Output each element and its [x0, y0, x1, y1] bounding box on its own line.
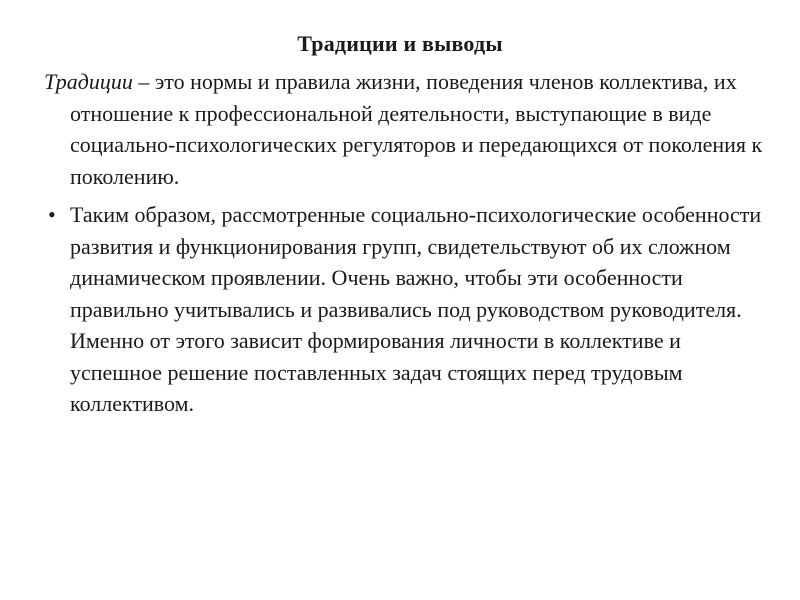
conclusion-text: Таким образом, рассмотренные социально-психологические особенности развития и функционирования групп, свидетельствуют об их сложном динамическом проявлении. Очень важно, чтобы эти особенности правильно учитывались и развивались под руководством руководителя. Именно от этого зависит формирования личности в коллективе и успешное решение поставленных задач стоящих перед трудовым коллективом. [70, 202, 762, 416]
bullet-marker: • [48, 202, 56, 227]
conclusion-paragraph [44, 199, 764, 420]
definition-text: – это нормы и правила жизни, поведения членов коллектива, их отношение к профессиональной деятельности, выступающие в виде социально-психологических регуляторов и передающихся от поколения к поколению. [70, 69, 763, 189]
definition-term: Традиции [44, 69, 133, 94]
slide-content [44, 66, 764, 420]
definition-paragraph [44, 66, 764, 192]
slide-title: Традиции и выводы [297, 31, 503, 56]
